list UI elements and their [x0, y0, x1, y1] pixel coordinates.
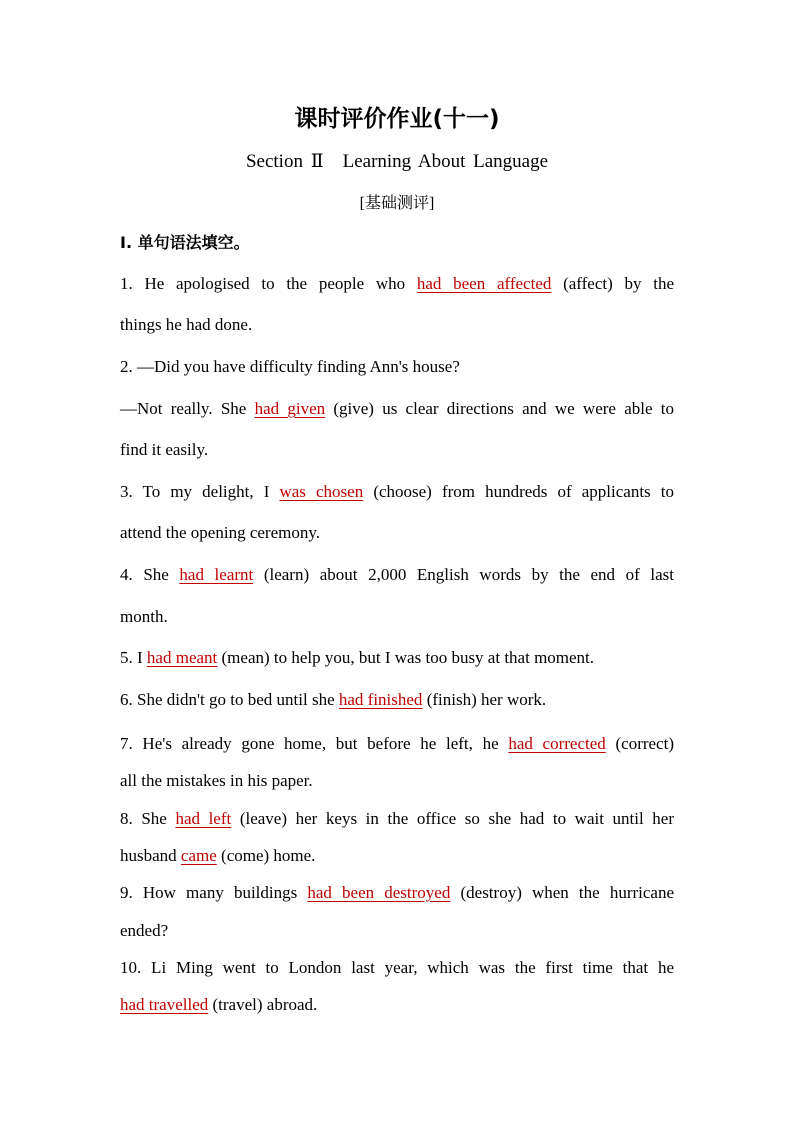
- answer-9: had been destroyed: [307, 883, 451, 902]
- item-1-line-1: 1. He apologised to the people who had been affected (affect) by the: [120, 274, 674, 293]
- item-10-line-2: had travelled (travel) abroad.: [120, 995, 318, 1014]
- item-6-line-1: 6. She didn't go to bed until she had finished (finish) her work.: [120, 690, 547, 709]
- item-7-line-1: 7. He's already gone home, but before he left, he had corrected (correct): [120, 734, 674, 753]
- item-4-line-2: month.: [120, 607, 168, 626]
- answer-8b: came: [180, 846, 217, 865]
- answer-10: had travelled: [120, 995, 209, 1014]
- answer-4: had learnt: [179, 565, 254, 584]
- item-7-line-2: all the mistakes in his paper.: [120, 771, 313, 790]
- item-2-line-1: —Not really. She had given (give) us clear directions and we were able to: [120, 399, 674, 418]
- item-10-line-1: 10. Li Ming went to London last year, which was the first time that he: [120, 958, 674, 977]
- item-8-line-2: husband came (come) home.: [120, 846, 316, 865]
- answer-3: was chosen: [279, 482, 364, 501]
- part-heading: Ⅰ. 单句语法填空。: [120, 233, 250, 252]
- answer-5: had meant: [146, 648, 218, 667]
- item-1-line-2: things he had done.: [120, 315, 253, 334]
- item-9-line-1: 9. How many buildings had been destroyed (destroy) when the hurricane: [120, 883, 675, 902]
- item-2-question: 2. —Did you have difficulty finding Ann's house?: [120, 357, 460, 376]
- section-title: Section Ⅱ Learning About Language: [245, 151, 549, 172]
- item-8-line-1: 8. She had left (leave) her keys in the office so she had to wait until her: [120, 809, 675, 828]
- answer-6: had finished: [338, 690, 423, 709]
- item-4-line-1: 4. She had learnt (learn) about 2,000 English words by the end of last: [120, 565, 674, 584]
- answer-2: had given: [254, 399, 326, 418]
- page-title: 课时评价作业(十一): [294, 106, 500, 132]
- item-3-line-1: 3. To my delight, I was chosen (choose) from hundreds of applicants to: [120, 482, 674, 501]
- answer-1: had been affected: [416, 274, 552, 293]
- answer-7: had corrected: [508, 734, 606, 753]
- item-9-line-2: ended?: [120, 921, 169, 940]
- sub-section-label: [基础测评]: [359, 195, 435, 212]
- item-5-line-1: 5. I had meant (mean) to help you, but I was too busy at that moment.: [120, 648, 595, 667]
- answer-8a: had left: [175, 809, 232, 828]
- item-3-line-2: attend the opening ceremony.: [120, 523, 320, 542]
- item-2-line-2: find it easily.: [120, 440, 209, 459]
